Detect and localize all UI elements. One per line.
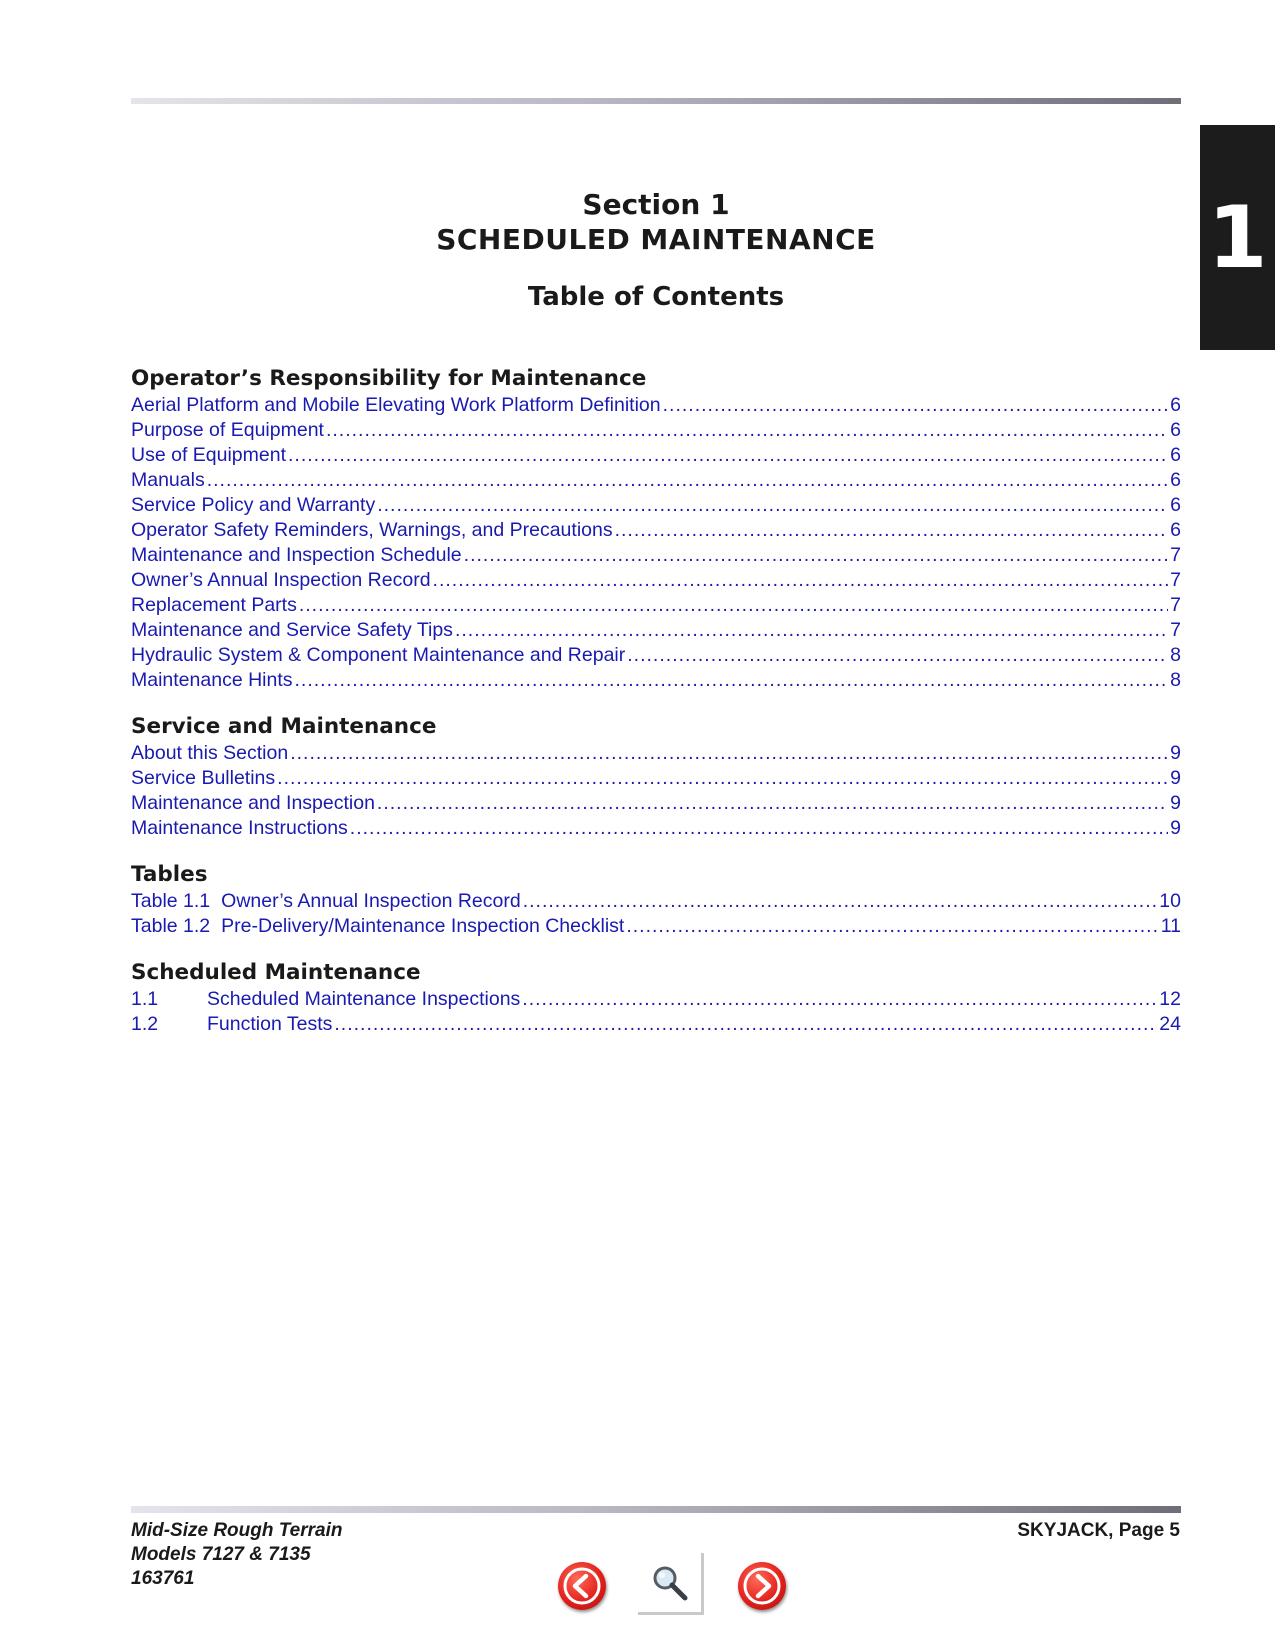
toc-entry-page-number: 8 — [1170, 644, 1181, 666]
toc-dot-leader — [523, 889, 1158, 914]
section-label: Section 1 — [582, 188, 730, 221]
toc-entry-link[interactable] — [131, 593, 1181, 618]
toc-dot-leader — [299, 593, 1168, 618]
toc-dot-leader — [295, 668, 1169, 693]
toc-entry-title: About this Section — [131, 742, 289, 764]
toc-entry-title: Service Bulletins — [131, 767, 276, 789]
toc-entry-title: Function Tests — [207, 1013, 333, 1035]
toc-entry-page-number: 6 — [1170, 494, 1181, 516]
toc-entry-link[interactable] — [131, 443, 1181, 468]
chevron-right-icon — [738, 1562, 786, 1610]
toc-entry-page-number: 9 — [1170, 767, 1181, 789]
toc-entry-table-label: Table 1.2 — [131, 915, 211, 937]
toc-group — [131, 959, 1181, 1037]
toc-entry-link[interactable] — [131, 1012, 1181, 1037]
toc-entry-link[interactable] — [131, 418, 1181, 443]
toc-entry-page-number: 6 — [1170, 394, 1181, 416]
toc-entry-title: Purpose of Equipment — [131, 419, 324, 441]
toc-entry-page-number: 7 — [1170, 569, 1181, 591]
table-of-contents — [131, 365, 1181, 1057]
toc-entry-title: Service Policy and Warranty — [131, 494, 376, 516]
bottom-rule — [131, 1506, 1181, 1513]
toc-entry-table-label: Table 1.1 — [131, 890, 211, 912]
toc-dot-leader — [464, 543, 1168, 568]
toc-entry-title: Manuals — [131, 469, 205, 491]
toc-entry-link[interactable] — [131, 914, 1181, 939]
footer-part-number: 163761 — [131, 1568, 195, 1589]
toc-entry-page-number: 6 — [1170, 469, 1181, 491]
toc-group — [131, 365, 1181, 693]
toc-group — [131, 861, 1181, 939]
toc-dot-leader — [615, 518, 1169, 543]
toc-entry-page-number: 6 — [1170, 519, 1181, 541]
toc-group-heading: Operator’s Responsibility for Maintenance — [131, 366, 647, 391]
magnifier-icon — [648, 1561, 692, 1605]
toc-dot-leader — [455, 618, 1168, 643]
toc-entry-page-number: 6 — [1170, 444, 1181, 466]
toc-dot-leader — [326, 418, 1168, 443]
section-tab-number: 1 — [1207, 187, 1268, 288]
toc-dot-leader — [377, 791, 1168, 816]
toc-entry-title: Owner’s Annual Inspection Record — [221, 890, 521, 912]
toc-entry-page-number: 9 — [1170, 742, 1181, 764]
toc-group-heading: Service and Maintenance — [131, 714, 437, 739]
toc-entry-page-number: 7 — [1170, 594, 1181, 616]
toc-dot-leader — [626, 914, 1158, 939]
toc-title: Table of Contents — [527, 282, 785, 312]
toc-entry-title: Maintenance and Service Safety Tips — [131, 619, 453, 641]
toc-entry-title: Maintenance and Inspection — [131, 792, 375, 814]
section-tab — [1200, 125, 1275, 350]
toc-dot-leader — [627, 643, 1168, 668]
toc-entry-title: Use of Equipment — [131, 444, 287, 466]
toc-group-heading: Scheduled Maintenance — [131, 960, 421, 985]
toc-entry-link[interactable] — [131, 393, 1181, 418]
toc-entry-title: Owner’s Annual Inspection Record — [131, 569, 431, 591]
toc-entry-page-number: 6 — [1170, 419, 1181, 441]
toc-entry-link[interactable] — [131, 643, 1181, 668]
toc-dot-leader — [290, 741, 1168, 766]
toc-entry-page-number: 9 — [1170, 817, 1181, 839]
toc-entry-title: Maintenance Hints — [131, 669, 293, 691]
toc-entry-number: 1.2 — [131, 1013, 159, 1035]
search-button[interactable] — [638, 1553, 704, 1615]
chevron-left-icon — [558, 1562, 606, 1610]
toc-entry-page-number: 7 — [1170, 619, 1181, 641]
toc-entry-page-number: 24 — [1159, 1013, 1181, 1035]
toc-entry-link[interactable] — [131, 568, 1181, 593]
toc-entry-title: Maintenance and Inspection Schedule — [131, 544, 462, 566]
toc-dot-leader — [350, 816, 1168, 841]
toc-entry-link[interactable] — [131, 816, 1181, 841]
footer-page-label: SKYJACK, Page 5 — [1017, 1520, 1180, 1541]
footer-product-name: Mid-Size Rough Terrain — [131, 1520, 343, 1541]
toc-dot-leader — [522, 987, 1157, 1012]
toc-entry-link[interactable] — [131, 889, 1181, 914]
toc-entry-title: Aerial Platform and Mobile Elevating Work Platform Definition — [131, 394, 661, 416]
toc-entry-link[interactable] — [131, 741, 1181, 766]
toc-dot-leader — [288, 443, 1168, 468]
toc-entry-link[interactable] — [131, 618, 1181, 643]
toc-entry-link[interactable] — [131, 468, 1181, 493]
toc-entry-link[interactable] — [131, 987, 1181, 1012]
toc-entry-title: Scheduled Maintenance Inspections — [207, 988, 521, 1010]
toc-entry-page-number: 7 — [1170, 544, 1181, 566]
toc-entry-title: Operator Safety Reminders, Warnings, and Precautions — [131, 519, 613, 541]
toc-entry-page-number: 10 — [1159, 890, 1181, 912]
toc-entry-title: Replacement Parts — [131, 594, 297, 616]
toc-dot-leader — [334, 1012, 1157, 1037]
section-title: SCHEDULED MAINTENANCE — [436, 223, 876, 256]
toc-entry-title: Maintenance Instructions — [131, 817, 348, 839]
footer-models: Models 7127 & 7135 — [131, 1544, 311, 1565]
toc-entry-page-number: 12 — [1159, 988, 1181, 1010]
footer-left — [131, 1519, 342, 1591]
toc-dot-leader — [663, 393, 1169, 418]
toc-entry-number: 1.1 — [131, 988, 159, 1010]
toc-entry-link[interactable] — [131, 493, 1181, 518]
top-rule — [131, 98, 1181, 104]
toc-entry-link[interactable] — [131, 543, 1181, 568]
toc-entry-page-number: 9 — [1170, 792, 1181, 814]
toc-entry-link[interactable] — [131, 791, 1181, 816]
toc-dot-leader — [277, 766, 1168, 791]
previous-page-button[interactable] — [558, 1562, 606, 1610]
toc-entry-page-number: 11 — [1160, 915, 1181, 937]
toc-group-heading: Tables — [131, 862, 208, 887]
toc-dot-leader — [207, 468, 1168, 493]
toc-group — [131, 713, 1181, 841]
next-page-button[interactable] — [738, 1562, 786, 1610]
toc-entry-title: Pre-Delivery/Maintenance Inspection Checklist — [221, 915, 625, 937]
toc-dot-leader — [433, 568, 1169, 593]
toc-dot-leader — [377, 493, 1168, 518]
toc-entry-title: Hydraulic System & Component Maintenance and Repair — [131, 644, 626, 666]
toc-entry-link[interactable] — [131, 668, 1181, 693]
toc-entry-link[interactable] — [131, 766, 1181, 791]
toc-entry-link[interactable] — [131, 518, 1181, 543]
toc-entry-page-number: 8 — [1170, 669, 1181, 691]
